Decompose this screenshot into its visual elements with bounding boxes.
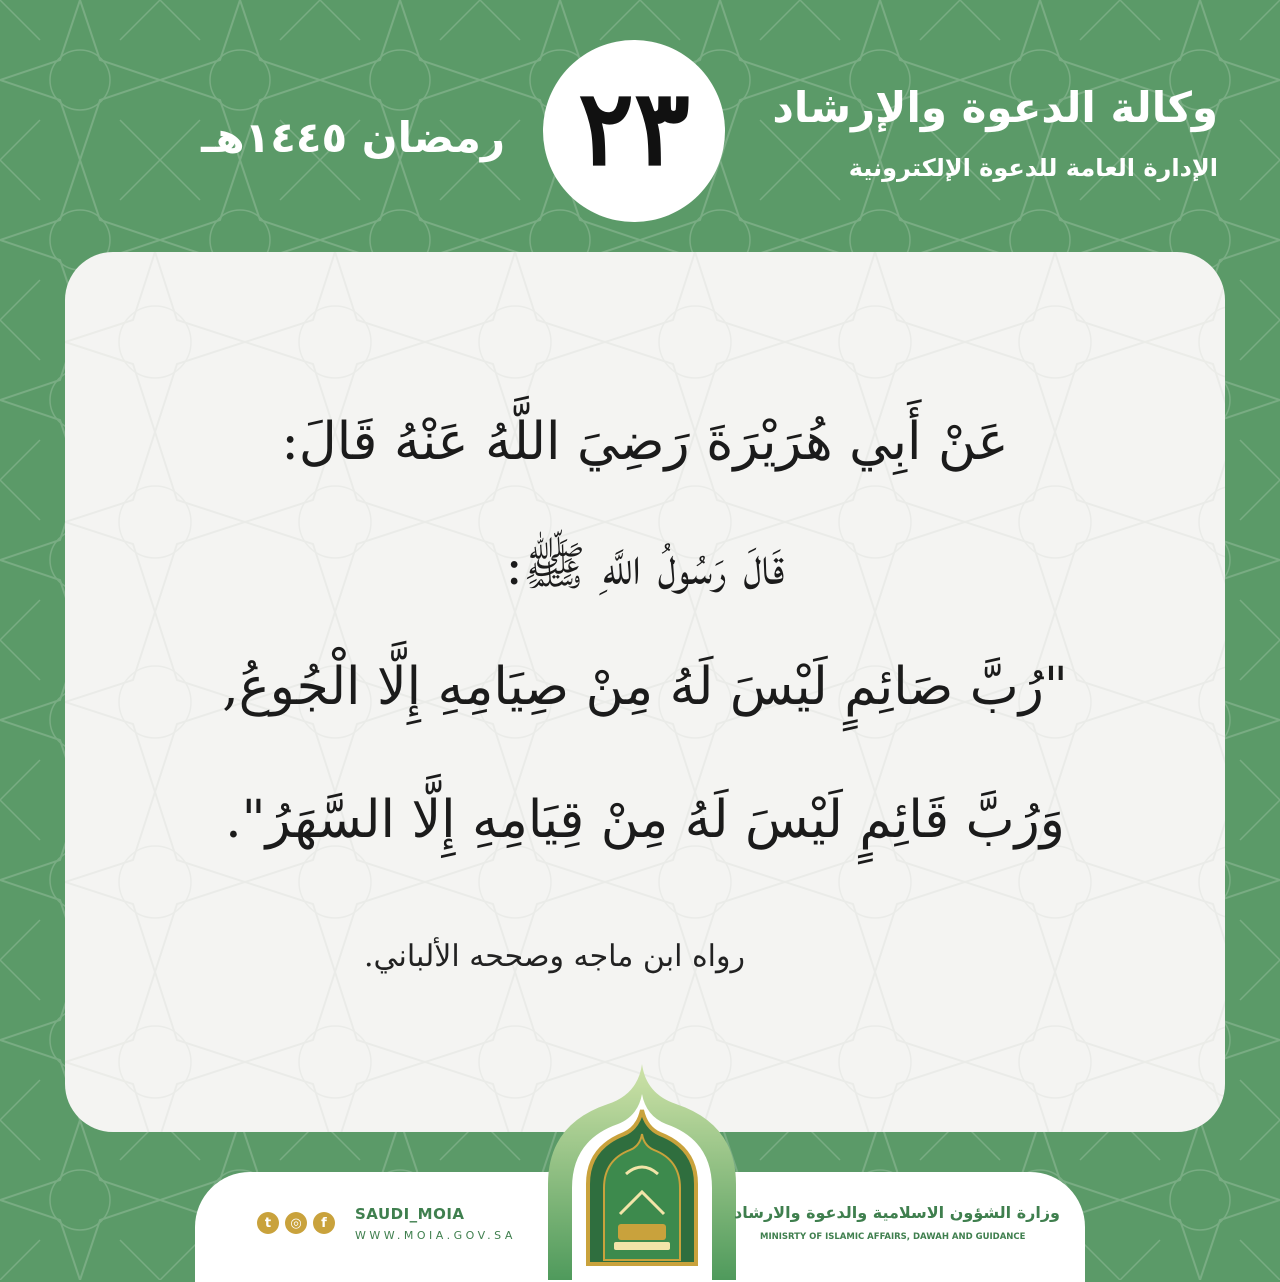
ministry-name-arabic: وزارة الشؤون الاسلامية والدعوة والارشاد: [734, 1203, 1060, 1222]
hadith-narrator-line: عَنْ أَبِي هُرَيْرَةَ رَضِيَ اللَّهُ عَنْهُ قَالَ:: [281, 412, 1009, 472]
facebook-icon[interactable]: f: [313, 1212, 335, 1234]
hadith-source: رواه ابن ماجه وصححه الألباني.: [364, 939, 745, 974]
hadith-text-line-2: وَرُبَّ قَائِمٍ لَيْسَ لَهُ مِنْ قِيَامِهِ إِلَّا السَّهَرُ".: [225, 790, 1065, 850]
hijri-date: رمضان ١٤٤٥هـ: [201, 113, 505, 162]
ministry-emblem-icon: [548, 1064, 736, 1280]
social-handle[interactable]: SAUDI_MOIA: [355, 1205, 465, 1223]
instagram-icon[interactable]: ◎: [285, 1212, 307, 1234]
social-icons: [257, 1212, 335, 1234]
day-badge: [543, 40, 725, 222]
twitter-icon[interactable]: t: [257, 1212, 279, 1234]
hadith-prophet-line: قَالَ رَسُولُ اللَّهِ ﷺ:: [505, 537, 785, 597]
hadith-card: [65, 252, 1225, 1132]
agency-subtitle: الإدارة العامة للدعوة الإلكترونية: [848, 154, 1218, 182]
website-link[interactable]: WWW.MOIA.GOV.SA: [355, 1229, 516, 1242]
hadith-text-line-1: "رُبَّ صَائِمٍ لَيْسَ لَهُ مِنْ صِيَامِهِ إِلَّا الْجُوعُ,: [222, 657, 1068, 717]
ministry-name-english: MINISRTY OF ISLAMIC AFFAIRS, DAWAH AND GUIDANCE: [760, 1232, 1026, 1242]
day-number: ٢٣: [578, 66, 690, 189]
agency-title: وكالة الدعوة والإرشاد: [772, 83, 1218, 132]
